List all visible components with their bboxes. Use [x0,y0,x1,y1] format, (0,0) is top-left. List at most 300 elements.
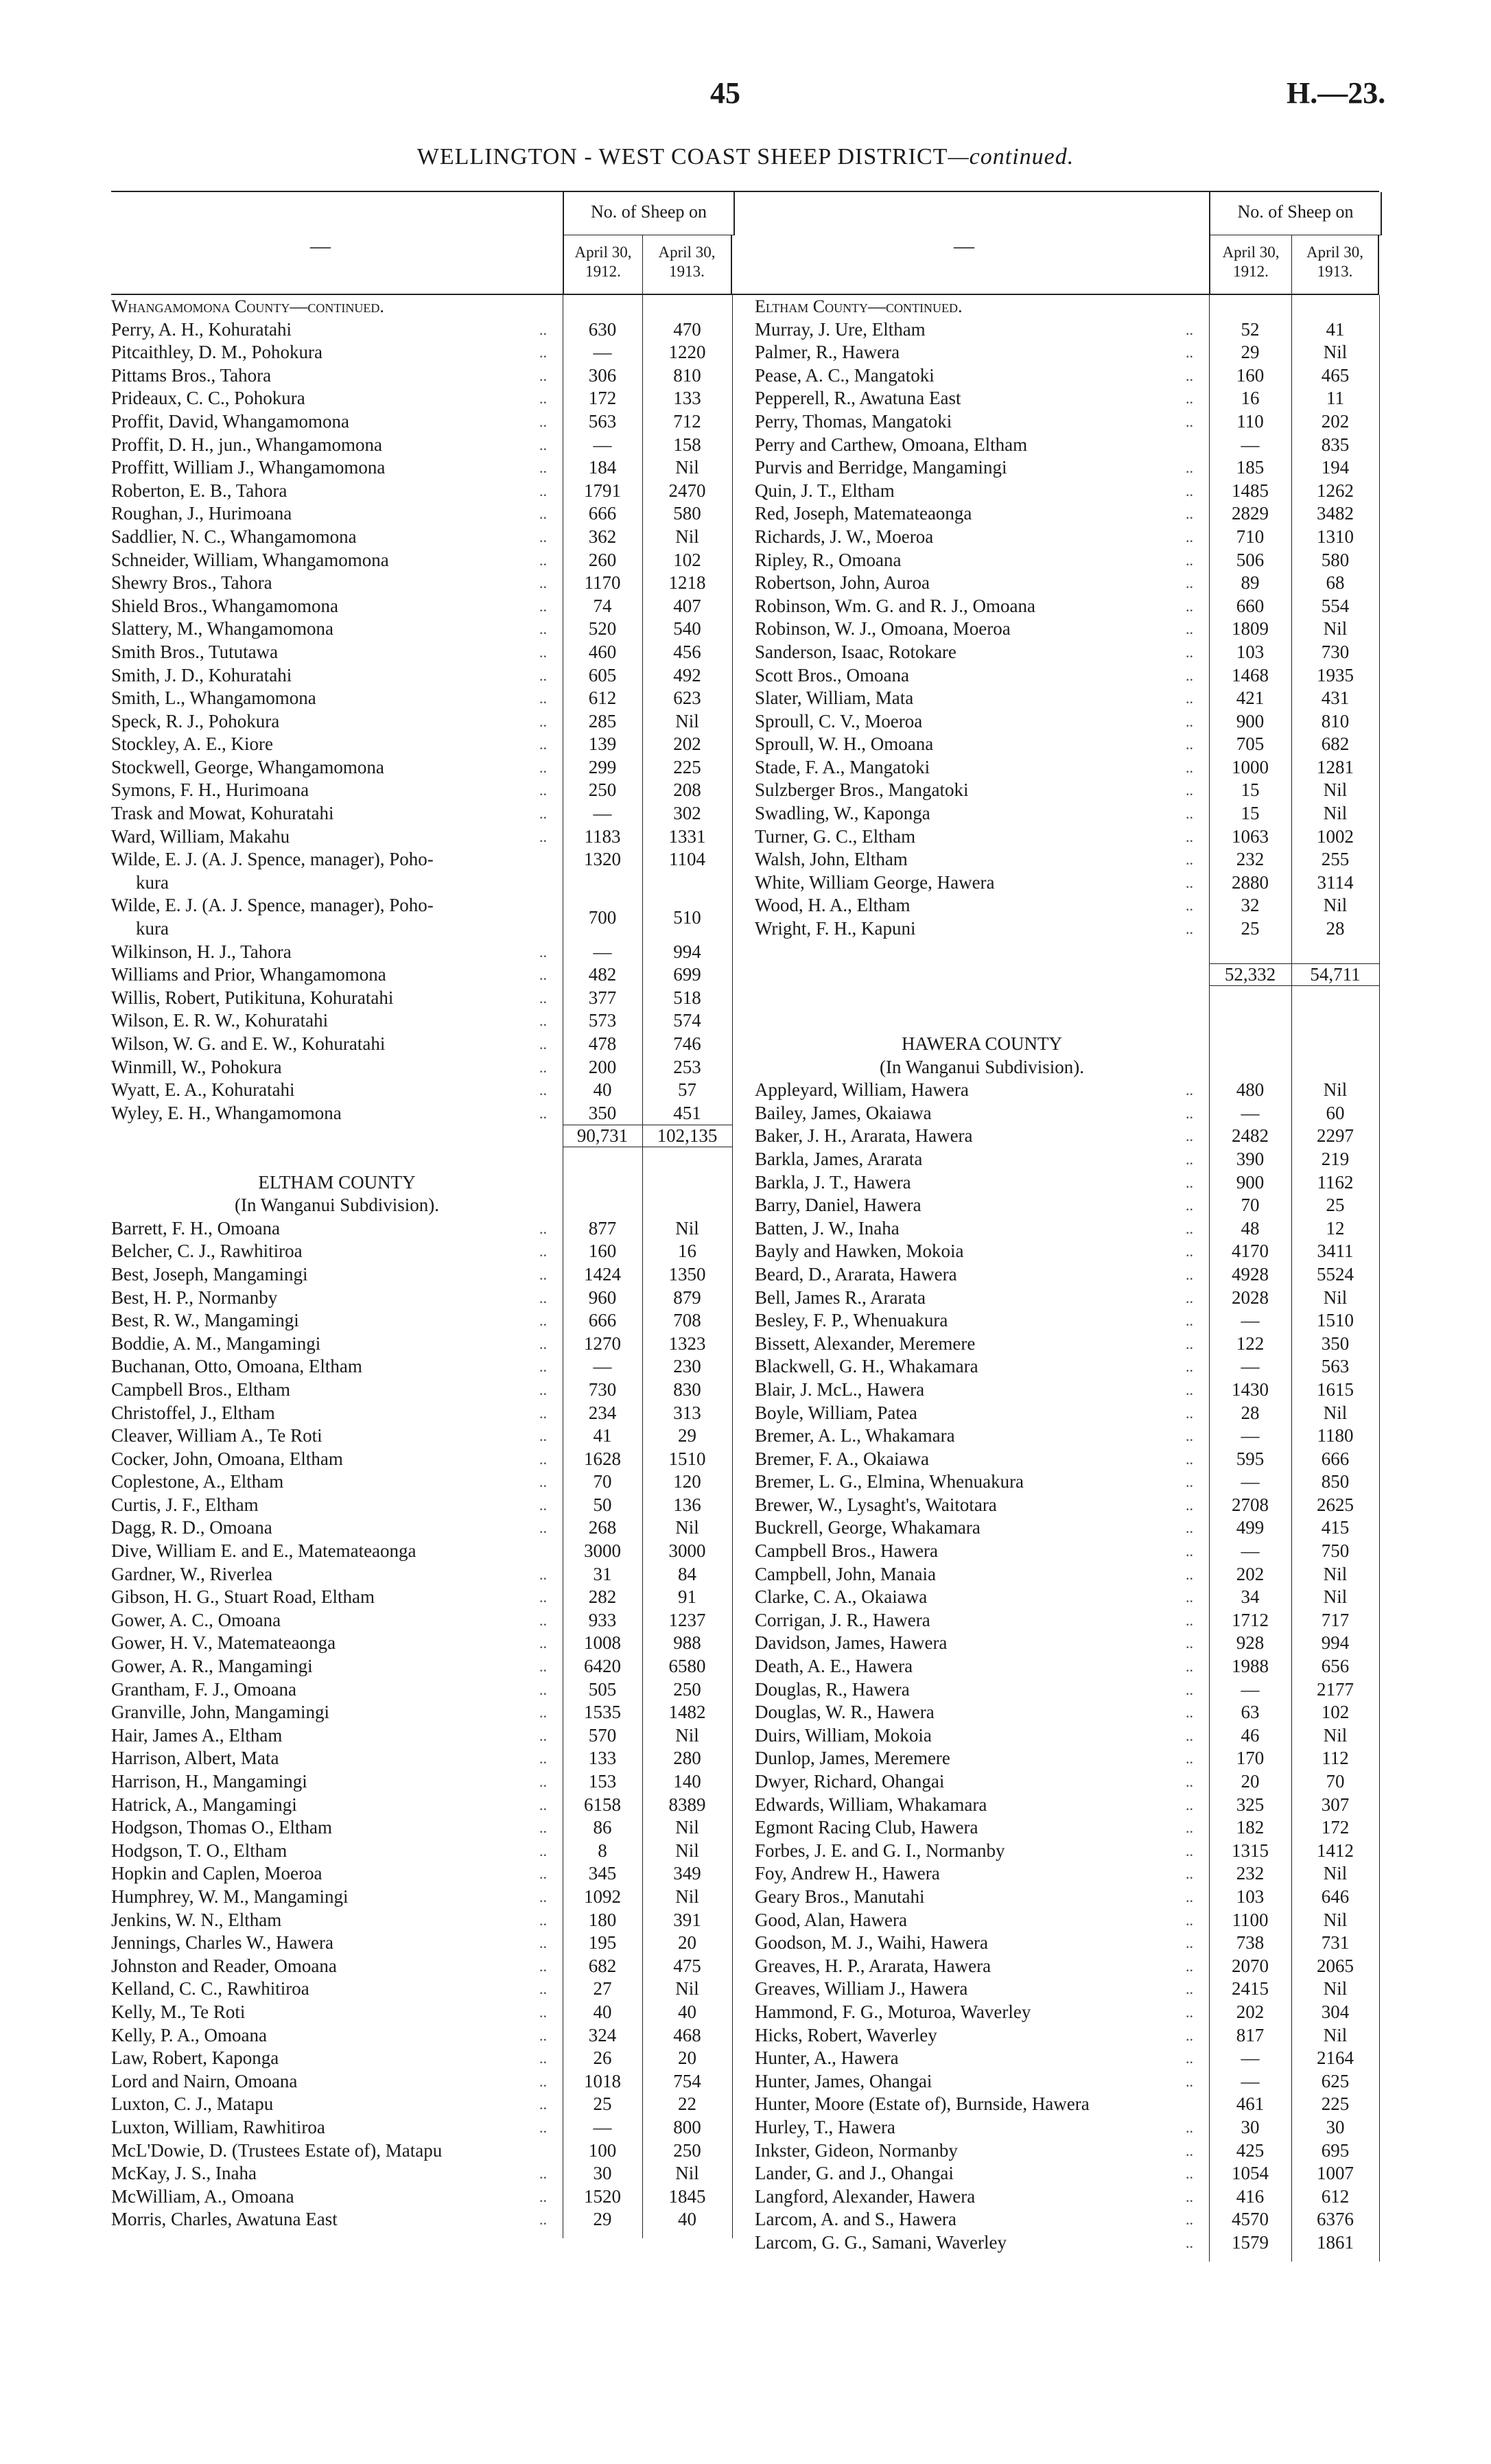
sheep-count-1913: 563 [1321,1356,1350,1377]
sheep-count-1912: 700 [588,907,617,928]
sheep-count-1912: 28 [1241,1402,1260,1423]
owner-name: Bayly and Hawken, Mokoia [755,1241,964,1262]
sheep-count-1912: 877 [588,1217,617,1239]
owner-name: Campbell Bros., Eltham [111,1378,290,1400]
column-rule [1209,295,1210,2262]
table-row [755,1125,1379,1148]
owner-name: Scott Bros., Omoana [755,664,909,685]
sheep-count-1913: 468 [673,2024,701,2045]
leader-dots: .. [539,690,547,707]
leader-dots: .. [539,2003,547,2021]
leader-dots: .. [1186,2026,1193,2044]
sheep-count-1913: 1180 [1317,1425,1354,1446]
table-row [755,2162,1379,2185]
sheep-count-1912: 1520 [584,2185,621,2207]
owner-name: Coplestone, A., Eltham [111,1471,284,1492]
leader-dots: .. [539,1611,547,1629]
sheep-count-1912: 48 [1241,1217,1260,1239]
sheep-count-1913: 1262 [1317,480,1354,501]
table-body [111,295,756,2231]
table-row [111,802,756,825]
sheep-count-1913: 91 [678,1586,696,1608]
leader-dots: .. [539,989,547,1007]
sheep-count-1912: 573 [588,1010,617,1031]
sheep-count-1912: 153 [588,1771,617,1792]
table-row [111,1240,756,1263]
sheep-count-1912: 29 [1241,342,1260,363]
table-row [755,733,1379,756]
leader-dots: .. [1186,1588,1193,1606]
sheep-count-1912: — [1241,2048,1260,2069]
sheep-count-1912: 268 [588,1517,617,1538]
sheep-count-1913: 717 [1321,1609,1350,1630]
sheep-count-1912: 461 [1236,2093,1265,2115]
owner-name: Davidson, James, Hawera [755,1632,948,1654]
sheep-count-1912: 8 [598,1840,607,1861]
table-row [111,387,756,410]
sheep-count-1913: Nil [1323,2024,1348,2045]
sheep-count-1913: 712 [673,410,701,432]
owner-name: Hunter, Moore (Estate of), Burnside, Hawera [755,2093,1090,2115]
leader-dots: .. [1186,1150,1193,1168]
table-row [111,572,756,595]
owner-name: Hodgson, Thomas O., Eltham [111,1817,332,1838]
leader-dots: .. [1186,712,1193,730]
table-row [755,2139,1379,2163]
table-row [755,1516,1379,1540]
sheep-count-1912: 2028 [1232,1287,1269,1308]
table-row [111,1217,756,1241]
owner-name: Good, Alan, Hawera [755,1909,907,1930]
owner-name: Sulzberger Bros., Mangatoki [755,779,969,801]
leader-dots: .. [1186,920,1193,938]
owner-name: Corrigan, J. R., Hawera [755,1609,930,1630]
sheep-count-1913: 810 [673,364,701,386]
owner-name: Bell, James R., Ararata [755,1287,926,1308]
leader-dots: .. [539,1888,547,1905]
leader-dots: .. [539,551,547,569]
leader-dots: .. [1186,1381,1193,1398]
sheep-count-1913: 2065 [1317,1955,1354,1976]
sheep-count-1913: 202 [673,734,701,755]
owner-name: Whangamomona County—continued. [111,296,384,316]
owner-name: Lander, G. and J., Ohangai [755,2163,954,2184]
owner-name: Richards, J. W., Moeroa [755,526,934,547]
county-heading [111,1171,756,1195]
leader-dots: .. [1186,2233,1193,2251]
sheep-count-1912: 377 [588,987,617,1008]
table-row [755,2047,1379,2070]
owner-name: Gardner, W., Riverlea [111,1563,273,1584]
owner-name: Wilson, W. G. and E. W., Kohuratahi [111,1033,386,1054]
table-row [111,1333,756,1356]
sheep-count-1913: 835 [1321,434,1350,455]
sheep-count-1912: 31 [593,1563,612,1584]
owner-name: Baker, J. H., Ararata, Hawera [755,1125,973,1147]
leader-dots: .. [1186,2187,1193,2205]
sheep-count-1913: 230 [673,1356,701,1377]
leader-dots: .. [1186,1104,1193,1122]
sheep-count-1912: 4570 [1232,2209,1269,2230]
table-row [111,710,756,734]
sheep-count-1913: 492 [673,664,701,685]
owner-name: Symons, F. H., Hurimoana [111,779,309,801]
sheep-count-1912: 26 [593,2048,612,2069]
table-row [755,1540,1379,1563]
owner-name: Bailey, James, Okaiawa [755,1102,932,1123]
leader-dots: .. [539,1750,547,1768]
leader-dots: .. [1186,873,1193,891]
sheep-count-1912: 3000 [584,1540,621,1562]
sheep-count-1913: 302 [673,803,701,824]
owner-name: Saddlier, N. C., Whangamomona [111,526,357,547]
leader-dots: .. [1186,1658,1193,1676]
owner-name: Willis, Robert, Putikituna, Kohuratahi [111,987,394,1008]
owner-name: Cocker, John, Omoana, Eltham [111,1448,343,1469]
sheep-count-1913: 8389 [668,1794,706,1815]
sheep-count-1912: 682 [588,1955,617,1976]
sheep-count-1912: 705 [1236,734,1265,755]
sheep-count-1913: Nil [675,1817,699,1838]
sheep-count-1912: 160 [1236,364,1265,386]
sheep-count-1913: 656 [1321,1656,1350,1677]
sheep-count-1913: 625 [1321,2070,1350,2091]
sheep-count-1913: 3411 [1317,1241,1354,1262]
table-row [755,825,1379,849]
table-row [111,2162,756,2185]
sheep-count-1913: 158 [673,434,701,455]
leader-dots: .. [539,574,547,592]
leader-dots: .. [539,736,547,753]
table-row [755,2185,1379,2209]
sheep-count-1912: 933 [588,1609,617,1630]
leader-dots: .. [1186,1473,1193,1491]
sheep-count-1913: 810 [1321,710,1350,731]
owner-name: Wyley, E. H., Whangamomona [111,1102,342,1123]
sheep-count-1912: 103 [1236,641,1265,662]
sheep-count-1913: 102,135 [657,1125,718,1147]
sheep-count-1913: 20 [678,2048,696,2069]
sheep-count-1912: 260 [588,549,617,570]
sheep-count-1913: 682 [1321,734,1350,755]
leader-dots: .. [539,1427,547,1445]
owner-name: Bremer, L. G., Elmina, Whenuakura [755,1471,1024,1492]
sheep-count-1913: 1935 [1317,664,1354,685]
table-row [755,1655,1379,1678]
owner-name: Purvis and Berridge, Mangamingi [755,457,1007,478]
sheep-count-1913: 2625 [1317,1494,1354,1515]
table-row [111,2208,756,2231]
sheep-count-1912: 63 [1241,1702,1260,1723]
leader-dots: .. [539,2050,547,2067]
leader-dots: .. [1186,1243,1193,1260]
owner-name: McWilliam, A., Omoana [111,2185,294,2207]
leader-dots: .. [1186,1450,1193,1468]
table-row [111,1932,756,1955]
owner-name: Sproull, C. V., Moeroa [755,710,923,731]
sheep-count-1912: 960 [588,1287,617,1308]
owner-name: Hicks, Robert, Waverley [755,2024,937,2045]
header-no-of-sheep: No. of Sheep on [1209,192,1382,235]
sheep-count-1913: 57 [678,1079,696,1101]
table-row [111,526,756,549]
sheep-count-1913: Nil [675,1978,699,1999]
table-row [755,1240,1379,1263]
sheep-count-1913: 2297 [1317,1125,1354,1147]
sheep-count-1912: 52,332 [1224,964,1276,985]
sheep-count-1912: 40 [593,1079,612,1101]
owner-name: Christoffel, J., Eltham [111,1402,275,1423]
sheep-count-1912: 630 [588,318,617,340]
table-row [111,941,756,964]
owner-name: Gower, A. R., Mangamingi [111,1656,313,1677]
sheep-count-1912: 1712 [1232,1609,1269,1630]
sheep-count-1912: 232 [1236,1863,1265,1884]
table-row [111,1263,756,1287]
owner-name: Wright, F. H., Kapuni [755,918,916,939]
sheep-count-1912: 1063 [1232,825,1269,847]
table-row [111,2116,756,2139]
sheep-count-1913: 136 [673,1494,701,1515]
sheep-count-1912: 1535 [584,1702,621,1723]
table-row [755,2208,1379,2231]
sheep-count-1913: Nil [675,1217,699,1239]
sheep-count-1913: 1162 [1317,1171,1354,1193]
sheep-count-1912: 1270 [584,1333,621,1354]
sheep-count-1913: 202 [1321,410,1350,432]
sheep-count-1912: 27 [593,1978,612,1999]
section-heading [111,295,756,318]
sheep-count-1912: — [593,342,612,363]
table-row [111,480,756,503]
owner-name: Goodson, M. J., Waihi, Hawera [755,1932,989,1953]
table-row [111,1009,756,1033]
table-row [755,1909,1379,1932]
owner-name: Jenkins, W. N., Eltham [111,1909,282,1930]
leader-dots: .. [1186,620,1193,638]
owner-name: Dwyer, Richard, Ohangai [755,1771,945,1792]
table-row [111,1955,756,1978]
leader-dots: .. [539,1265,547,1283]
owner-name: Douglas, W. R., Hawera [755,1702,935,1723]
header-no-of-sheep: No. of Sheep on [563,192,735,235]
owner-name: Proffit, David, Whangamomona [111,410,349,432]
owner-name: Larcom, A. and S., Hawera [755,2209,956,2230]
owner-name: Barkla, J. T., Hawera [755,1171,911,1193]
county-heading [111,1194,756,1217]
sheep-count-1912: 612 [588,688,617,709]
sheep-count-1913: 172 [1321,1817,1350,1838]
table-row [111,595,756,618]
table-row [111,825,756,849]
sheep-count-1913: Nil [1323,1724,1348,1746]
table-row [111,963,756,987]
owner-name: Greaves, William J., Hawera [755,1978,968,1999]
sheep-count-1912: 570 [588,1724,617,1746]
table-row [755,1701,1379,1724]
sheep-count-1912: 250 [588,779,617,801]
sheep-count-1912: 122 [1236,1333,1265,1354]
leader-dots: .. [1186,1219,1193,1237]
sheep-count-1912: — [1241,1471,1260,1492]
owner-name: Slattery, M., Whangamomona [111,618,333,640]
sheep-count-1912: 350 [588,1102,617,1123]
owner-name: Hunter, James, Ohangai [755,2070,932,2091]
sheep-count-1913: 2164 [1317,2048,1354,2069]
owner-name: Prideaux, C. C., Pohokura [111,388,305,409]
leader-dots: .. [1186,1704,1193,1722]
table-row [111,318,756,342]
table-body [755,295,1379,2254]
leader-dots: .. [539,412,547,430]
sheep-count-1913: 60 [1326,1102,1345,1123]
sheep-count-1912: 89 [1241,572,1260,594]
left-column-table [111,191,756,2231]
sheep-count-1912: 482 [588,964,617,985]
table-row [111,733,756,756]
sheep-count-1912: 15 [1241,779,1260,801]
table-row [111,2070,756,2093]
leader-dots: .. [1186,1980,1193,1998]
leader-dots: .. [1186,482,1193,500]
table-row [755,549,1379,572]
sheep-count-1912: 2708 [1232,1494,1269,1515]
leader-dots: .. [539,320,547,338]
leader-dots: .. [1186,851,1193,869]
sheep-count-1912: 928 [1236,1632,1265,1654]
sheep-count-1913: 1237 [668,1609,706,1630]
sheep-count-1913: 349 [673,1863,701,1884]
owner-name: Kelly, M., Te Roti [111,2001,246,2022]
table-row [111,2047,756,2070]
table-row [111,2185,756,2209]
sheep-count-1913: Nil [1323,1909,1348,1930]
leader-dots: .. [539,643,547,661]
sheep-count-1912: 282 [588,1586,617,1608]
owner-name: Buckrell, George, Whakamara [755,1517,981,1538]
leader-dots: .. [1186,897,1193,915]
sheep-count-1912: 180 [588,1909,617,1930]
owner-name: Dive, William E. and E., Matemateaonga [111,1540,416,1562]
table-row [755,2001,1379,2024]
leader-dots: .. [1186,597,1193,615]
sheep-count-1912: 70 [593,1471,612,1492]
owner-name: Ward, William, Makahu [111,825,290,847]
sheep-count-1912: 285 [588,710,617,731]
sheep-count-1912: 1485 [1232,480,1269,501]
owner-name: Clarke, C. A., Okaiawa [755,1586,928,1608]
table-row [111,549,756,572]
table-row [755,2093,1379,2116]
owner-name: Robertson, John, Auroa [755,572,930,594]
page-number: 45 [710,76,740,110]
owner-name: Pease, A. C., Mangatoki [755,364,935,386]
table-row [111,1724,756,1748]
county-total-row [755,963,1379,987]
sheep-count-1913: 666 [1321,1448,1350,1469]
owner-name: Bremer, F. A., Okaiawa [755,1448,929,1469]
sheep-count-1912: 362 [588,526,617,547]
sheep-count-1912: 605 [588,664,617,685]
county-total-row [111,1125,756,1148]
leader-dots: .. [1186,412,1193,430]
leader-dots: .. [539,2187,547,2205]
leader-dots: .. [539,1496,547,1514]
sheep-count-1913: 580 [1321,549,1350,570]
leader-dots: .. [539,2072,547,2090]
leader-dots: .. [539,1058,547,1076]
owner-name: Best, Joseph, Mangamingi [111,1263,308,1284]
leader-dots: .. [1186,1819,1193,1837]
sheep-count-1912: 70 [1241,1195,1260,1216]
sheep-count-1912: 34 [1241,1586,1260,1608]
sheep-count-1912: 40 [593,2001,612,2022]
table-row [755,1309,1379,1333]
sheep-count-1912: 32 [1241,895,1260,916]
table-row [111,1448,756,1471]
leader-dots: .. [1186,528,1193,545]
sheep-count-1913: 3114 [1317,871,1354,893]
sheep-count-1913: 830 [673,1378,701,1400]
table-row [755,572,1379,595]
leader-dots: .. [539,366,547,384]
owner-name: Best, R. W., Mangamingi [111,1310,299,1331]
owner-name: Brewer, W., Lysaght's, Waitotara [755,1494,997,1515]
table-row [111,1102,756,1125]
sheep-count-1913: 465 [1321,364,1350,386]
owner-name: Lord and Nairn, Omoana [111,2070,298,2091]
leader-dots: .. [539,1980,547,1998]
table-row [755,1263,1379,1287]
table-row [111,1402,756,1425]
sheep-count-1912: 900 [1236,1171,1265,1193]
sheep-count-1913: Nil [675,710,699,731]
sheep-count-1912: 2482 [1232,1125,1269,1147]
sheep-count-1912: — [593,1356,612,1377]
table-row [111,1287,756,1310]
owner-name: Williams and Prior, Whangamomona [111,964,386,985]
table-row [111,364,756,388]
sheep-count-1912: 232 [1236,849,1265,870]
sheep-count-1913: 25 [1326,1195,1345,1216]
leader-dots: .. [539,1911,547,1929]
sheep-count-1913: 3482 [1317,503,1354,524]
sheep-count-1913: 40 [678,2209,696,2230]
owner-name: Cleaver, William A., Te Roti [111,1425,322,1446]
page-title [0,144,1491,170]
leader-dots: .. [539,1588,547,1606]
owner-name: Batten, J. W., Inaha [755,1217,900,1239]
owner-name: Stockwell, George, Whangamomona [111,756,384,777]
table-row [111,871,756,895]
leader-dots: .. [539,505,547,523]
owner-name: Trask and Mowat, Kohuratahi [111,803,334,824]
owner-name: Bissett, Alexander, Meremere [755,1333,976,1354]
owner-name: Johnston and Reader, Omoana [111,1955,337,1976]
sheep-count-1912: 103 [1236,1886,1265,1907]
leader-dots: .. [539,1243,547,1260]
table-row [755,1978,1379,2001]
sheep-count-1913: Nil [675,1517,699,1538]
owner-name: Sproull, W. H., Omoana [755,734,934,755]
leader-dots: .. [539,1381,547,1398]
table-header [111,191,756,295]
sheep-count-1913: 994 [1321,1632,1350,1654]
leader-dots: .. [1186,1519,1193,1537]
sheep-count-1913: 699 [673,964,701,985]
table-row [755,1678,1379,1702]
sheep-count-1913: 40 [678,2001,696,2022]
